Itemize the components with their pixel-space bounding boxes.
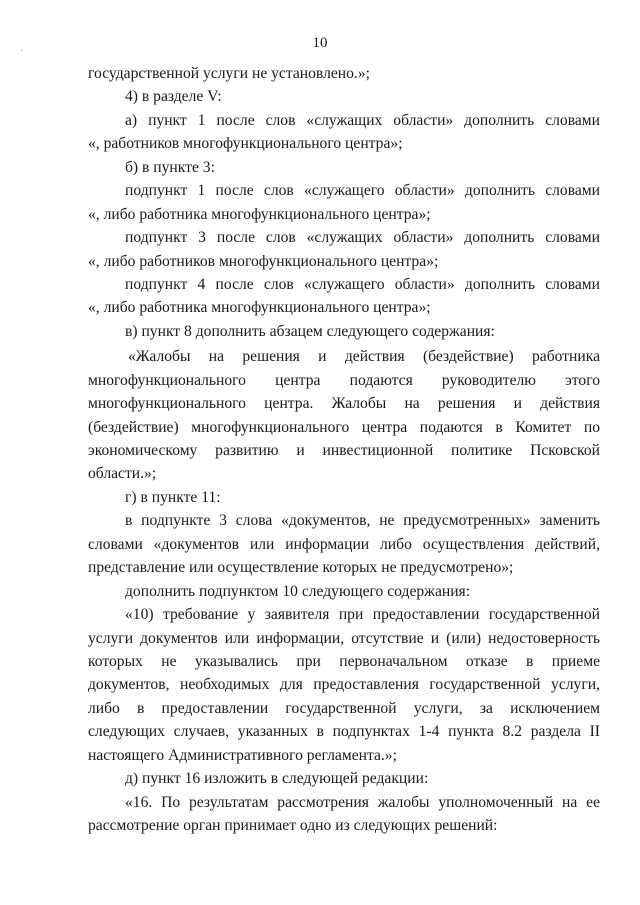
text-line: которых не указывались при первоначальном отказе в приеме: [88, 652, 600, 670]
text-line: д) пункт 16 изложить в следующей редакции:: [125, 770, 429, 788]
text-line: а) пункт 1 после слов «служащих области» дополнить словами: [125, 111, 600, 129]
text-line: настоящего Административного регламента.»;: [88, 746, 397, 764]
text-line: «Жалобы на решения и действия (бездействие) работника: [128, 348, 600, 366]
text-line: 4) в разделе V:: [125, 88, 222, 106]
text-line: подпункт 1 после слов «служащего области» дополнить словами: [125, 182, 600, 200]
text-line: подпункт 4 после слов «служащего области» дополнить словами: [125, 275, 600, 293]
text-line: документов, необходимых для предоставления государственной услуги,: [88, 676, 600, 694]
text-line: следующих случаев, указанных в подпунктах 1-4 пункта 8.2 раздела II: [88, 723, 600, 741]
text-line: «, работников многофункционального центра»;: [88, 135, 403, 153]
text-line: «, либо работников многофункционального центра»;: [88, 252, 439, 270]
text-line: дополнить подпунктом 10 следующего содержания:: [125, 582, 471, 600]
text-line: г) в пункте 11:: [125, 488, 221, 506]
text-line: «16. По результатам рассмотрения жалобы уполномоченный на ее: [125, 793, 600, 811]
text-line: экономическому развитию и инвестиционной политике Псковской: [88, 442, 600, 459]
text-line: (бездействие) многофункционального центра подаются в Комитет по: [88, 418, 600, 436]
text-line: в подпункте 3 слова «документов, не предусмотренных» заменить: [125, 512, 600, 530]
text-line: «, либо работника многофункционального центра»;: [88, 299, 431, 317]
margin-mark: ·: [20, 46, 24, 57]
page-number: 10: [312, 35, 328, 51]
text-line: представление или осуществление которых не предусмотрено»;: [88, 559, 514, 577]
text-line: подпункт 3 после слов «служащих области» дополнить словами: [125, 229, 600, 247]
text-line: «10) требование у заявителя при предоставлении государственной: [125, 606, 600, 624]
text-line: словами «документов или информации либо осуществления действий,: [88, 535, 600, 553]
document-body: [88, 62, 600, 837]
text-line: «, либо работника многофункционального центра»;: [88, 205, 431, 223]
text-line: рассмотрение орган принимает одно из следующих решений:: [88, 817, 498, 834]
text-line: в) пункт 8 дополнить абзацем следующего содержания:: [125, 322, 495, 340]
text-line: государственной услуги не установлено.»;: [88, 65, 370, 82]
text-line: многофункционального центра. Жалобы на решения и действия: [88, 395, 600, 413]
text-line: либо в предоставлении государственной услуги, за исключением: [88, 699, 600, 717]
text-line: области.»;: [88, 465, 157, 483]
text-line: многофункционального центра подаются руководителю этого: [88, 371, 600, 389]
text-line: услуги документов или информации, отсутствие и (или) недостоверность: [88, 629, 600, 647]
text-line: б) в пункте 3:: [125, 158, 215, 176]
